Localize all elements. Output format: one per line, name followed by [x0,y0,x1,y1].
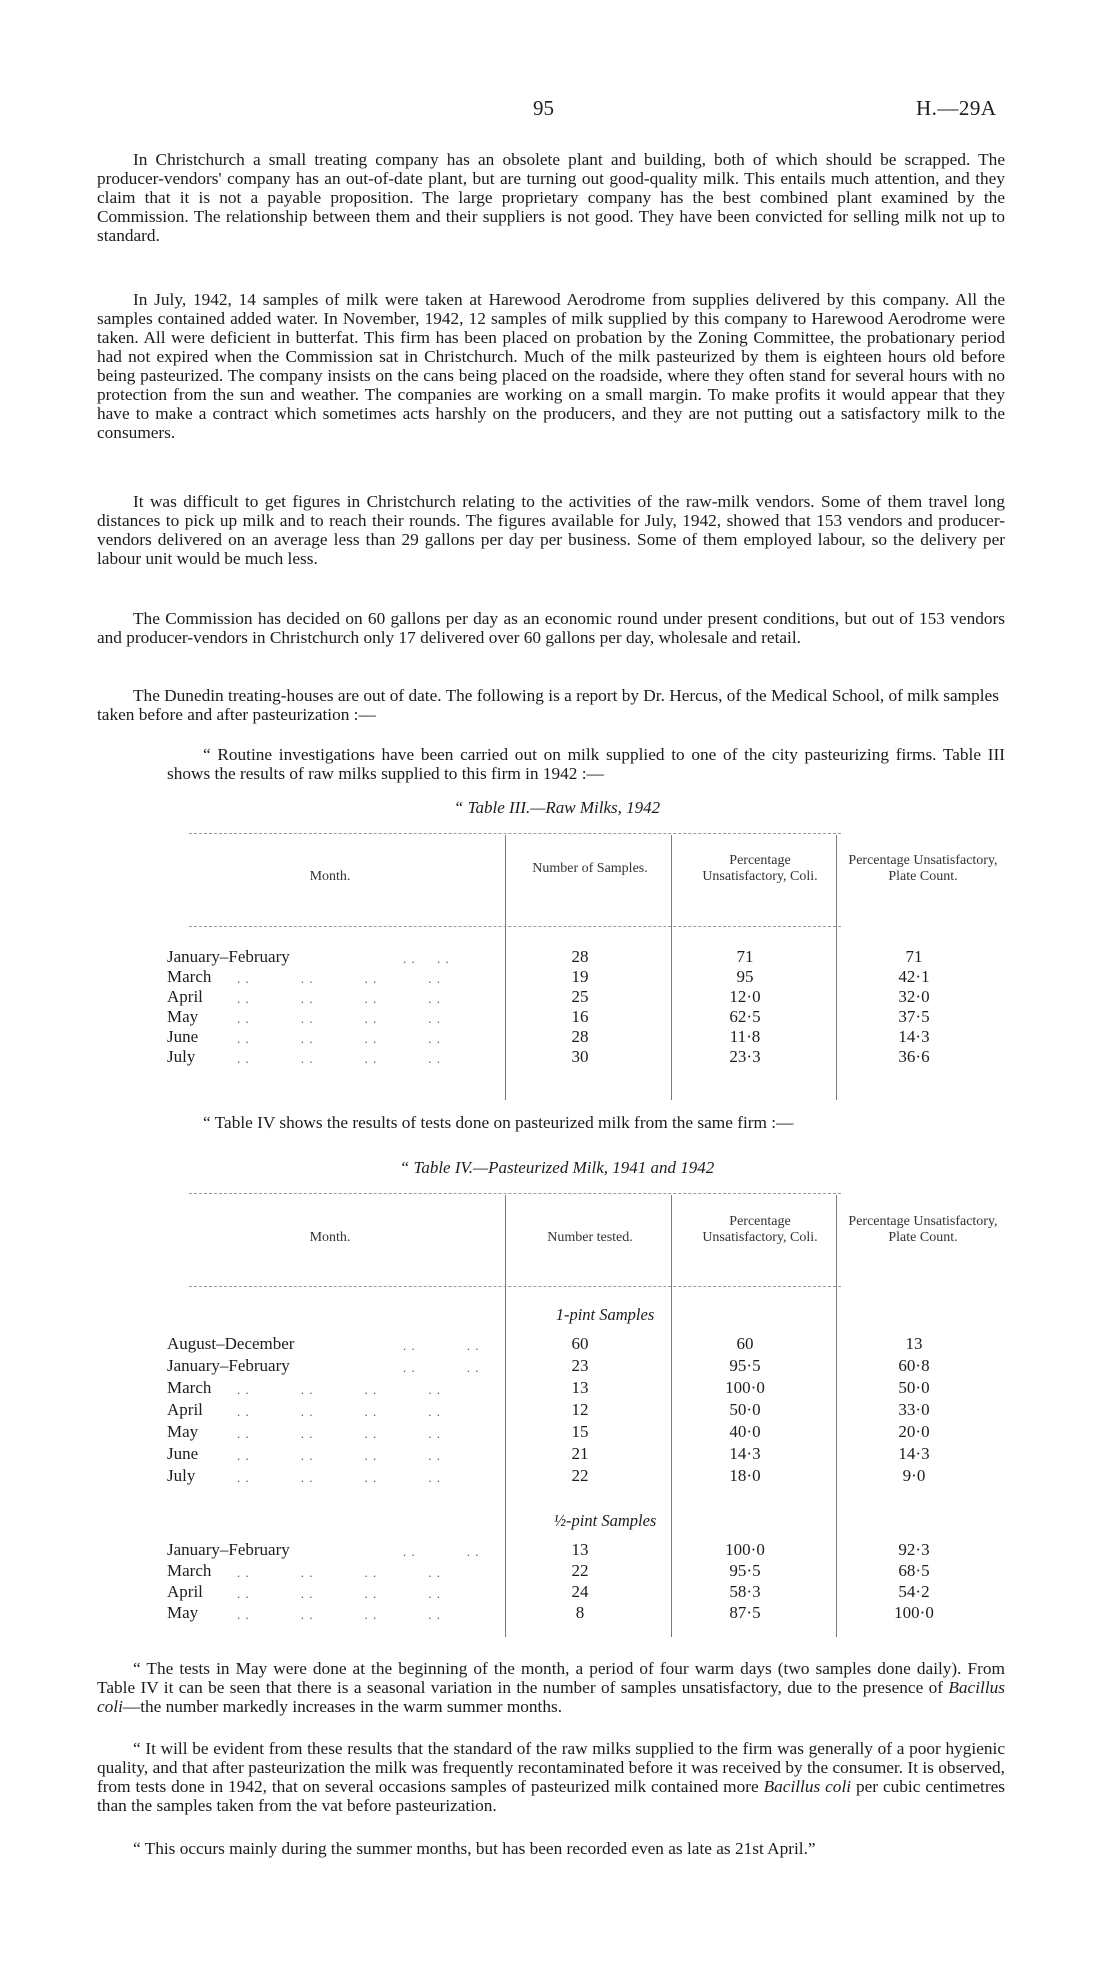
table-iv-month: May [167,1422,199,1441]
table-iii-plate: 71 [905,947,923,966]
table-iv-plate: 33·0 [898,1400,930,1419]
table-iii-col-divider [836,835,837,1100]
table-iv-plate: 60·8 [898,1356,930,1375]
table-iii-header-plate: Percentage Unsatisfactory, Plate Count. [848,853,998,884]
table-iii-samples: 16 [571,1007,589,1026]
table-iv-coli: 100·0 [725,1540,765,1559]
table-iii-header-samples: Number of Samples. [532,861,648,876]
italic-bacillus-coli: Bacillus coli [97,1678,1005,1716]
table-iii-coli: 71 [736,947,754,966]
table-iv-top-rule [189,1193,841,1195]
table-iii-coli: 12·0 [729,987,761,1006]
table-iv-month: March [167,1378,212,1397]
paragraph-economic-round: The Commission has decided on 60 gallons per day as an economic round under present conditions, but out of 153 vendors and producer-vendors in Christchurch only 17 delivered over 60 gallons per day, wholesale and retail. [97,609,1005,647]
table-iii-plate: 14·3 [898,1027,930,1046]
table-iv-plate: 92·3 [898,1540,930,1559]
leader-dots: . . . . . . . . [237,1448,441,1463]
table-iv-coli: 87·5 [729,1603,761,1622]
leader-dots: . . . . . . . . [237,1031,441,1046]
table-iv-month: May [167,1603,199,1622]
table-iv-col-divider [505,1195,506,1637]
table-iii-plate: 37·5 [898,1007,930,1026]
document-reference: H.—29A [916,96,997,120]
table-iv-plate: 20·0 [898,1422,930,1441]
leader-dots: . . . . . . . . [237,1565,441,1580]
italic-bacillus-coli: Bacillus coli [763,1777,852,1796]
table-iv-tested: 24 [571,1582,589,1601]
table-iv-coli: 95·5 [729,1356,761,1375]
page-number: 95 [533,96,554,120]
table-iv-plate: 50·0 [898,1378,930,1397]
table-iv-tested: 22 [571,1466,589,1485]
table-iii-month: March [167,967,212,986]
table-iv-header-tested: Number tested. [547,1230,633,1245]
table-iv-month: January–February [167,1540,290,1559]
paragraph-evident-results: “ It will be evident from these results that the standard of the raw milks supplied to the firm was generally of a poor hygienic quality, and that after pasteurization the milk was frequently recontaminated before it was received by the consumer. It is observed, from tests done in 1942, that on several occasions samples of pasteurized milk contained more Bacillus coli per cubic centimetres than the samples taken from the vat before pasteurization. [97,1739,1005,1815]
leader-dots: . . . . . . . . [237,1382,441,1397]
leader-dots: . . . . . . . . [237,971,441,986]
leader-dots: . . . . . . . . [237,1011,441,1026]
leader-dots: . . . . [403,1360,480,1375]
table-iii-coli: 23·3 [729,1047,761,1066]
table-iii-month: May [167,1007,199,1026]
paragraph-routine-investigations: “ Routine investigations have been carried out on milk supplied to one of the city pasteurizing firms. Table III shows the results of raw milks supplied to this firm in 1942 :— [167,745,1005,783]
table-iii-samples: 28 [571,947,589,966]
table-iv-header-plate: Percentage Unsatisfactory, Plate Count. [848,1214,998,1245]
paragraph-dunedin: The Dunedin treating-houses are out of date. The following is a report by Dr. Hercus, of the Medical School, of milk samples taken before and after pasteurization :— [97,686,999,724]
table-iii-month: April [167,987,203,1006]
table-iv-tested: 22 [571,1561,589,1580]
table-iii-samples: 28 [571,1027,589,1046]
table-iii-col-divider [505,835,506,1100]
table-iii-header-coli: Percentage Unsatisfactory, Coli. [702,853,818,884]
table-iv-header-rule [189,1286,841,1288]
table-iv-plate: 14·3 [898,1444,930,1463]
table-iv-month: March [167,1561,212,1580]
table-iii-plate: 32·0 [898,987,930,1006]
table-iii-month: January–February [167,947,290,966]
leader-dots: . . . . . . . . [237,1051,441,1066]
leader-dots: . . . . [403,951,450,966]
table-iii-samples: 19 [571,967,589,986]
table-iv-coli: 58·3 [729,1582,761,1601]
paragraph-raw-milk-vendors: It was difficult to get figures in Christchurch relating to the activities of the raw-milk vendors. Some of them travel long distances to pick up milk and to reach their rounds. The figures available for July, 1942, showed that 153 vendors and producer-vendors delivered on an average less than 29 gallons per day per business. Some of them employed labour, so the delivery per labour unit would be much less. [97,492,1005,568]
table-iv-plate: 100·0 [894,1603,934,1622]
table-iv-coli: 14·3 [729,1444,761,1463]
paragraph-harewood-samples: In July, 1942, 14 samples of milk were taken at Harewood Aerodrome from supplies delivered by this company. All the samples contained added water. In November, 1942, 12 samples of milk supplied by this company to Harewood Aerodrome were taken. All were deficient in butterfat. This firm has been placed on probation by the Zoning Committee, the probationary period had not expired when the Commission sat in Christchurch. Much of the milk pasteurized by them is eighteen hours old before being pasteurized. The company insists on the cans being placed on the roadside, where they often stand for several hours with no protection from the sun and weather. The companies are working on a small margin. To make profits it would appear that they have to make a contract which sometimes acts harshly on the producers, and they are not putting out a satisfactory milk to the consumers. [97,290,1005,442]
table-iv-coli: 50·0 [729,1400,761,1419]
table-iv-plate: 9·0 [902,1466,926,1485]
table-iii-plate: 42·1 [898,967,930,986]
table-iv-tested: 60 [571,1334,589,1353]
leader-dots: . . . . [403,1544,480,1559]
table-iv-tested: 12 [571,1400,589,1419]
table-iv-coli: 95·5 [729,1561,761,1580]
table-iv-header-month: Month. [309,1230,351,1245]
table-iv-section-1pint: 1-pint Samples [555,1305,655,1324]
table-iv-tested: 15 [571,1422,589,1441]
table-iv-coli: 60 [736,1334,754,1353]
table-iv-plate: 54·2 [898,1582,930,1601]
leader-dots: . . . . . . . . [237,991,441,1006]
table-iv-col-divider [671,1195,672,1637]
table-iii-col-divider [671,835,672,1100]
table-iv-coli: 40·0 [729,1422,761,1441]
table-iv-month: January–February [167,1356,290,1375]
table-iii-plate: 36·6 [898,1047,930,1066]
table-iv-month: June [167,1444,199,1463]
leader-dots: . . . . [403,1338,480,1353]
table-iv-month: August–December [167,1334,295,1353]
paragraph-table-iv-intro: “ Table IV shows the results of tests done on pasteurized milk from the same firm :— [203,1113,794,1132]
table-iii-samples: 30 [571,1047,589,1066]
table-iii-header-month: Month. [309,869,351,884]
table-iii-month: July [167,1047,196,1066]
table-iii-header-rule [189,926,841,928]
paragraph-christchurch-plants: In Christchurch a small treating company has an obsolete plant and building, both of which should be scrapped. The producer-vendors' company has an out-of-date plant, but are turning out good-quality milk. This entails much attention, and they claim that it is not a payable proposition. The large proprietary company has the best combined plant examined by the Commission. The relationship between them and their suppliers is not good. They have been convicted for selling milk not up to standard. [97,150,1005,245]
table-iv-tested: 13 [571,1378,589,1397]
table-iv-tested: 13 [571,1540,589,1559]
paragraph-may-tests: “ The tests in May were done at the beginning of the month, a period of four warm days (two samples done daily). From Table IV it can be seen that there is a seasonal variation in the number of samples unsatisfactory, due to the presence of Bacillus coli—the number markedly increases in the warm summer months. [97,1659,1005,1716]
leader-dots: . . . . . . . . [237,1404,441,1419]
paragraph-summer-months: “ This occurs mainly during the summer months, but has been recorded even as late as 21st April.” [133,1839,816,1858]
table-iii-coli: 95 [736,967,754,986]
table-iv-header-coli: Percentage Unsatisfactory, Coli. [702,1214,818,1245]
table-iv-plate: 13 [905,1334,923,1353]
table-iv-month: April [167,1400,203,1419]
leader-dots: . . . . . . . . [237,1426,441,1441]
table-iv-section-halfpint: ½-pint Samples [553,1511,657,1530]
leader-dots: . . . . . . . . [237,1470,441,1485]
table-iv-month: July [167,1466,196,1485]
table-iv-coli: 18·0 [729,1466,761,1485]
table-iv-tested: 23 [571,1356,589,1375]
table-iii-title: “ Table III.—Raw Milks, 1942 [453,798,661,817]
table-iv-col-divider [836,1195,837,1637]
table-iii-month: June [167,1027,199,1046]
table-iii-coli: 62·5 [729,1007,761,1026]
table-iv-title: “ Table IV.—Pasteurized Milk, 1941 and 1942 [399,1158,715,1177]
leader-dots: . . . . . . . . [237,1607,441,1622]
table-iv-tested: 8 [575,1603,585,1622]
table-iii-top-rule [189,833,841,835]
table-iv-month: April [167,1582,203,1601]
leader-dots: . . . . . . . . [237,1586,441,1601]
table-iv-coli: 100·0 [725,1378,765,1397]
table-iv-plate: 68·5 [898,1561,930,1580]
table-iii-coli: 11·8 [729,1027,761,1046]
table-iv-tested: 21 [571,1444,589,1463]
table-iii-samples: 25 [571,987,589,1006]
